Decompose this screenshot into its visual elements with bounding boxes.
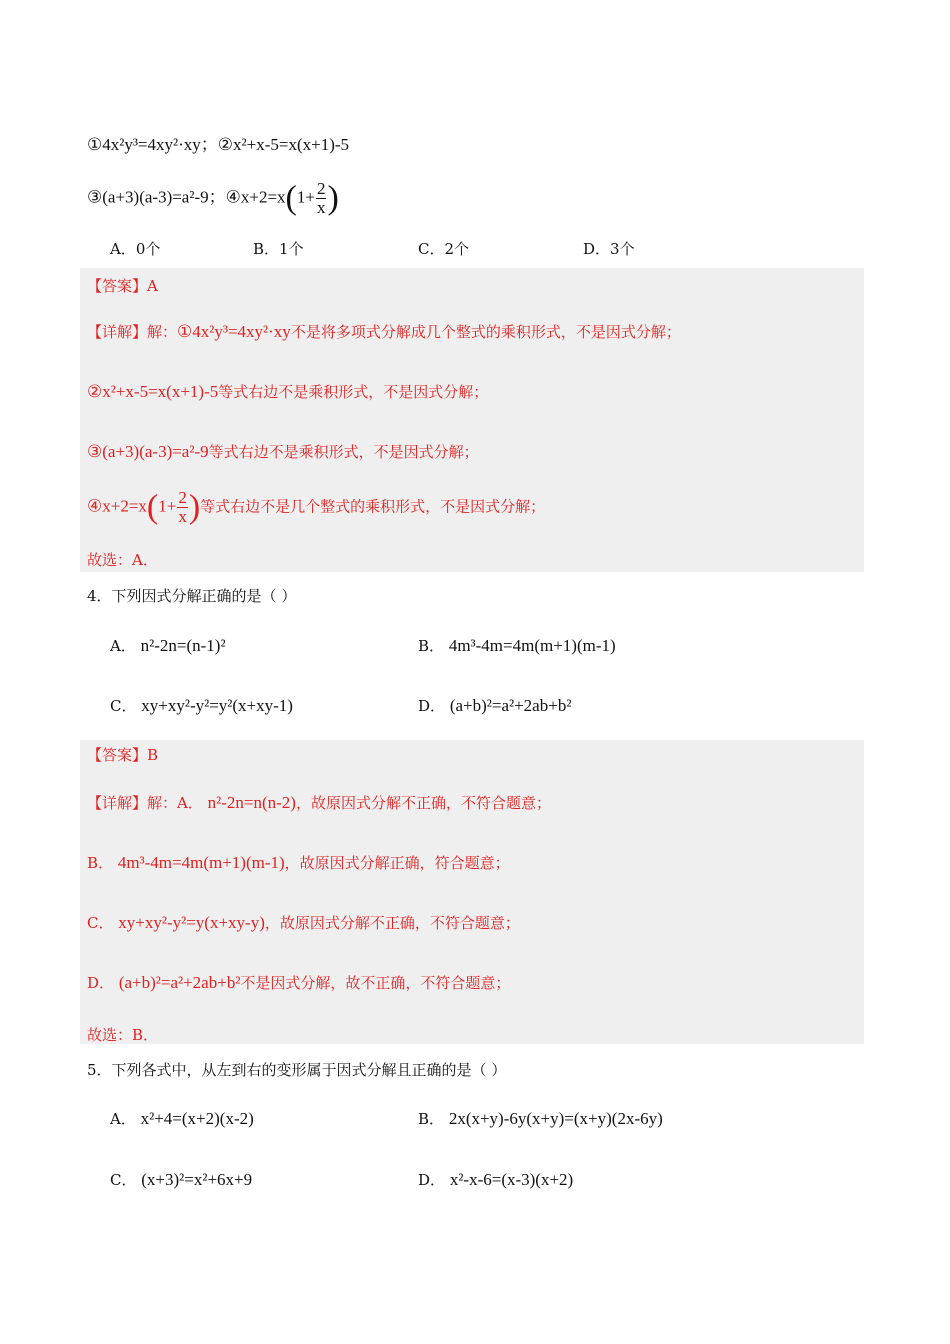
detail-prefix: 解：A． [147, 794, 203, 812]
q4-option-b[interactable] [418, 635, 616, 656]
q5-option-c[interactable] [110, 1169, 252, 1190]
q3-answer-panel [80, 268, 864, 572]
option-label: D． [418, 1171, 446, 1189]
detail-math: ③(a+3)(a-3)=a²-9 [87, 442, 209, 461]
detail-text: 不是将多项式分解成几个整式的乘积形式，不是因式分解； [290, 323, 681, 341]
detail-math: 4m³-4m=4m(m+1)(m-1) [117, 853, 285, 872]
q4-stem: 4．下列因式分解正确的是（ ） [87, 587, 297, 605]
detail-math: ②x²+x-5=x(x+1)-5 [87, 382, 219, 401]
q4-option-a[interactable] [110, 635, 226, 656]
q4-conclusion: 故选：B． [87, 1026, 159, 1044]
q4-answer-panel [80, 740, 864, 1044]
q4-answer: 【答案】B [87, 746, 159, 764]
option-math: 2x(x+y)-6y(x+y)=(x+y)(2x-6y) [448, 1109, 663, 1128]
q3-detail-line3 [87, 441, 479, 462]
q3-option-b[interactable]: B．1个 [253, 240, 304, 258]
q4-option-d[interactable] [418, 695, 571, 716]
q4-option-c[interactable] [110, 695, 293, 716]
option-math: xy+xy²-y²=y²(x+xy-1) [141, 696, 293, 715]
q5-stem: 5．下列各式中，从左到右的变形属于因式分解且正确的是（ ） [87, 1061, 507, 1079]
option-math: n²-2n=(n-1)² [140, 636, 226, 655]
q3-option-a[interactable]: A．0个 [110, 240, 161, 258]
q4-detail-line4 [87, 972, 510, 993]
detail-text: 等式右边不是乘积形式，不是因式分解； [208, 443, 479, 461]
detail-math: ④x+2=x [87, 496, 147, 516]
detail-text: ，故原因式分解不正确，不符合题意； [295, 794, 551, 812]
detail-math: ①4x²y³=4xy²·xy [177, 322, 291, 341]
detail-prefix: D． [87, 974, 115, 992]
detail-math: xy+xy²-y²=y(x+xy-y) [118, 913, 265, 932]
option-label: B． [418, 637, 445, 655]
q3-stem-line2-text: ③(a+3)(a-3)=a²-9；④x+2=x [87, 187, 286, 207]
q5-option-a[interactable] [110, 1108, 254, 1129]
q3-detail-line2 [87, 381, 488, 402]
q3-answer: 【答案】A [87, 277, 158, 295]
detail-intro: 解： [147, 323, 178, 341]
detail-text: ，故原因式分解不正确，不符合题意； [264, 914, 520, 932]
option-label: A． [110, 1110, 136, 1128]
q4-detail-line2 [87, 852, 510, 873]
option-label: C． [110, 1171, 137, 1189]
option-math: x²+4=(x+2)(x-2) [140, 1109, 254, 1128]
option-label: D． [418, 697, 446, 715]
q3-detail-line1 [87, 321, 681, 342]
detail-text: 等式右边不是几个整式的乘积形式，不是因式分解； [200, 497, 546, 516]
detail-text: ，故原因式分解正确，符合题意； [284, 854, 510, 872]
option-math: 4m³-4m=4m(m+1)(m-1) [448, 636, 616, 655]
q5-option-d[interactable] [418, 1169, 573, 1190]
option-label: C． [110, 697, 137, 715]
q3-stem-line2: ③(a+3)(a-3)=a²-9；④x+2=x(1+ $\frac{2}{x}$ ) [87, 179, 339, 217]
detail-prefix: C． [87, 914, 114, 932]
detail-math: (a+b)²=a²+2ab+b² [118, 973, 241, 992]
q3-option-c[interactable]: C．2个 [418, 240, 470, 258]
detail-text: 不是因式分解，故不正确，不符合题意； [240, 974, 511, 992]
detail-label: 【详解】 [87, 794, 148, 812]
detail-text: 等式右边不是乘积形式，不是因式分解； [218, 383, 489, 401]
q3-stem-line1: ①4x²y³=4xy²·xy；②x²+x-5=x(x+1)-5 [87, 135, 350, 154]
q4-detail-line1 [87, 792, 551, 813]
option-label: B． [418, 1110, 445, 1128]
q4-detail-line3 [87, 912, 520, 933]
fraction: $\frac{2}{x}$ [178, 488, 187, 526]
option-math: x²-x-6=(x-3)(x+2) [449, 1170, 574, 1189]
q3-detail-line4: ④x+2=x(1+ $\frac{2}{x}$ )等式右边不是几个整式的乘积形式，不是因式分解； [87, 488, 546, 526]
detail-label: 【详解】 [87, 323, 148, 341]
detail-prefix: B． [87, 854, 114, 872]
q3-option-d[interactable]: D．3个 [583, 240, 635, 258]
fraction: $\frac{2}{x}$ [316, 179, 326, 217]
option-math: (x+3)²=x²+6x+9 [141, 1170, 253, 1189]
q5-option-b[interactable] [418, 1108, 663, 1129]
option-math: (a+b)²=a²+2ab+b² [449, 696, 572, 715]
option-label: A． [110, 637, 136, 655]
detail-math: n²-2n=n(n-2) [207, 793, 296, 812]
q3-conclusion: 故选：A． [87, 551, 158, 569]
